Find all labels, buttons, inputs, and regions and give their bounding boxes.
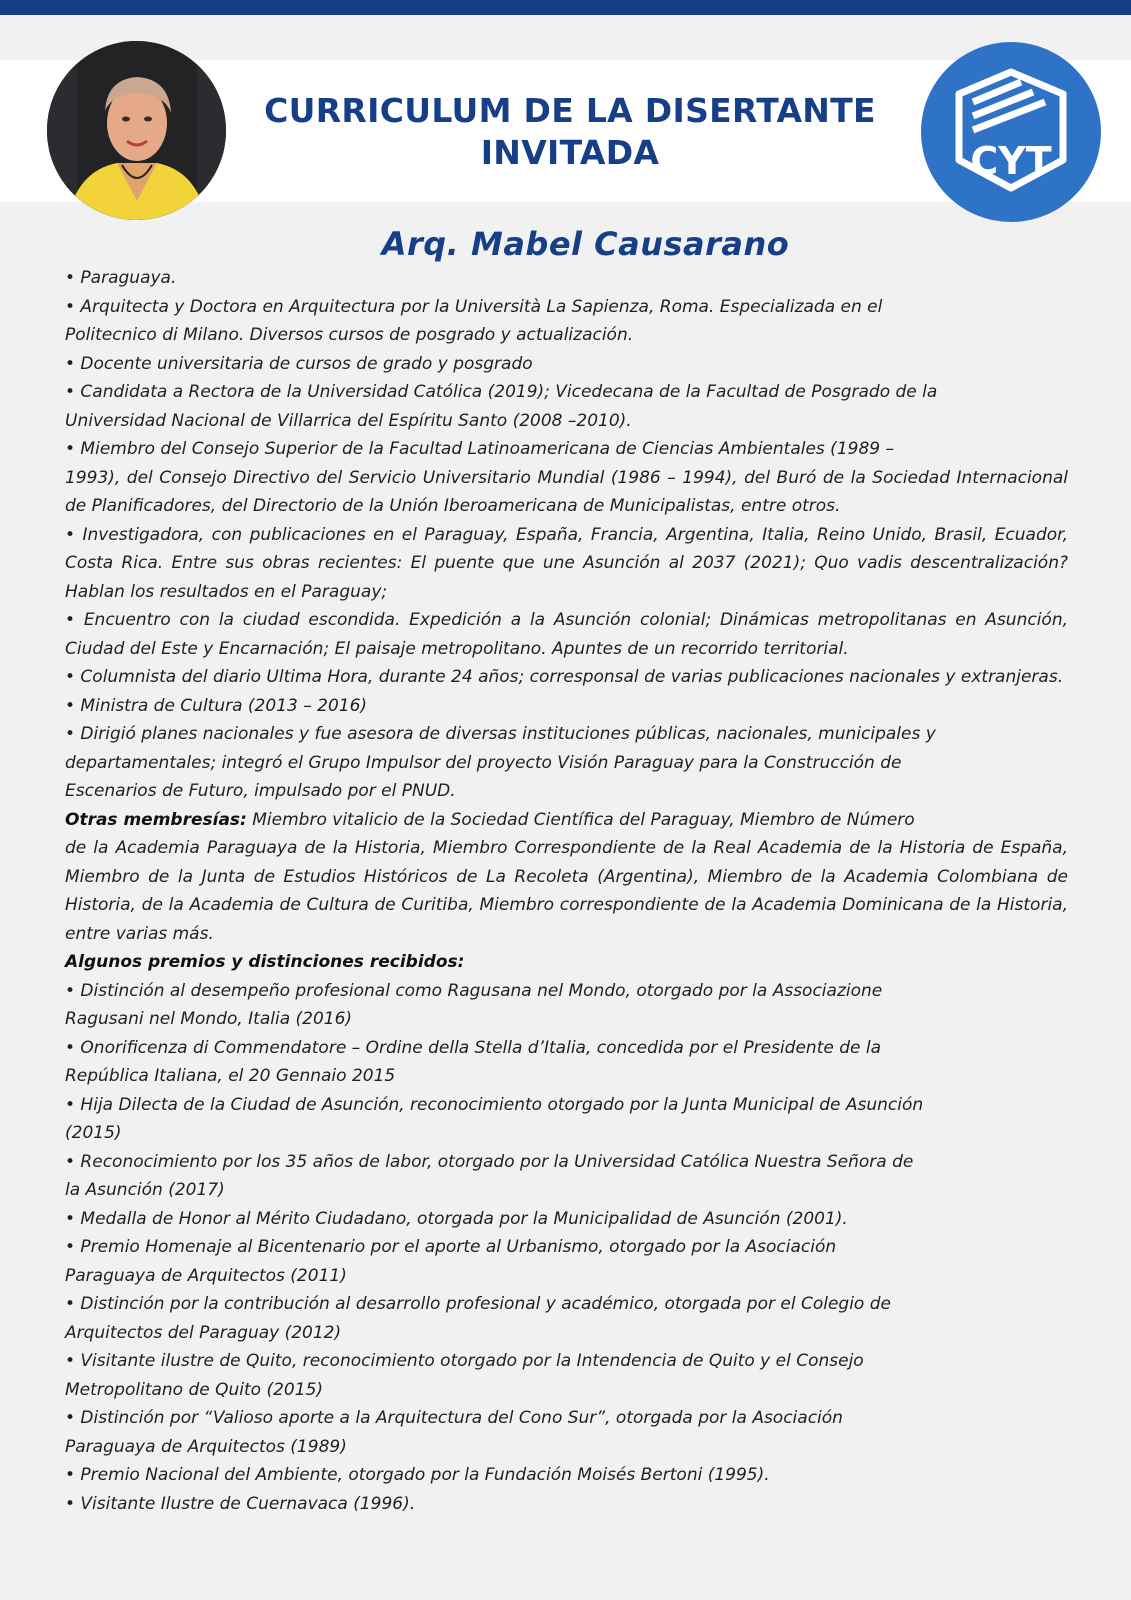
speaker-portrait-icon [47,41,226,220]
award-line: Ragusani nel Mondo, Italia (2016) [65,1009,353,1029]
award-line: (2015) [65,1123,122,1143]
award-line: • Visitante ilustre de Quito, reconocimiento otorgado por la Intendencia de Quito y el Consejo [65,1351,864,1371]
bio-line: • Candidata a Rectora de la Universidad Católica (2019); Vicedecana de la Facultad de Posgrado de la [65,382,938,402]
top-accent-bar [0,0,1131,15]
award-line: Arquitectos del Paraguay (2012) [65,1322,342,1343]
award-line: • Reconocimiento por los 35 años de labor, otorgado por la Universidad Católica Nuestra Señora de [65,1151,914,1172]
bio-line: • Docente universitaria de cursos de grado y posgrado [65,353,533,374]
award-line: • Distinción por “Valioso aporte a la Arquitectura del Cono Sur”, otorgada por la Asociación [65,1408,843,1428]
memberships-label: Otras membresías: [65,809,247,830]
award-line: República Italiana, el 20 Gennaio 2015 [65,1066,396,1086]
bio-line: Politecnico di Milano. Diversos cursos de posgrado y actualización. [65,325,634,345]
bio-paragraph: 1993), del Consejo Directivo del Servicio Universitario Mundial (1986 – 1994), del Buró de la Sociedad Internacional de Planificadores, del Directorio de la Unión Iberoamericana de Municipalistas, entre otros. [65,467,1068,516]
award-line: la Asunción (2017) [65,1180,225,1200]
bio-line: • Ministra de Cultura (2013 – 2016) [65,695,368,716]
bio-paragraph: • Investigadora, con publicaciones en el Paraguay, España, Francia, Argentina, Italia, Reino Unido, Brasil, Ecuador, Costa Rica. Entre sus obras recientes: El puente que une Asunción al 2037 (2021); Quo vadis descentralización? Hablan los resultados en el Paraguay; [65,524,1068,602]
award-line: Paraguaya de Arquitectos (1989) [65,1436,347,1457]
bio-line: Escenarios de Futuro, impulsado por el PNUD. [65,781,456,801]
memberships-line [65,806,1068,835]
award-line: Paraguaya de Arquitectos (2011) [65,1265,347,1286]
bio-line: • Dirigió planes nacionales y fue asesora de diversas instituciones públicas, nacionales, municipales y [65,724,936,744]
cyt-logo-icon [921,42,1101,222]
awards-heading: Algunos premios y distinciones recibidos: [65,952,465,972]
bio-content [65,264,1068,1518]
award-line: • Premio Nacional del Ambiente, otorgado por la Fundación Moisés Bertoni (1995). [65,1465,770,1485]
award-line: • Premio Homenaje al Bicentenario por el aporte al Urbanismo, otorgado por la Asociación [65,1237,837,1257]
memberships-paragraph: de la Academia Paraguaya de la Historia, Miembro Correspondiente de la Real Academia de la Historia de España, Miembro de la Junta de Estudios Históricos de La Recoleta (Argentina), Miembro de la Academia Colombiana de Historia, de la Academia de Cultura de Curitiba, Miembro correspondiente de la Academia Dominicana de la Historia, entre varias más. [65,838,1068,944]
award-line: • Medalla de Honor al Mérito Ciudadano, otorgada por la Municipalidad de Asunción (2001). [65,1208,848,1229]
page-title: CURRICULUM DE LA DISERTANTE INVITADA [264,91,876,172]
bio-line: Universidad Nacional de Villarrica del Espíritu Santo (2008 –2010). [65,410,632,431]
award-line: • Onorificenza di Commendatore – Ordine della Stella d’Italia, concedida por el Presidente de la [65,1037,882,1058]
bio-line: • Arquitecta y Doctora en Arquitectura por la Università La Sapienza, Roma. Especializada en el [65,296,883,317]
logo-text: CYT [970,139,1052,183]
bio-line: • Paraguaya. [65,268,177,288]
bio-paragraph: • Encuentro con la ciudad escondida. Expedición a la Asunción colonial; Dinámicas metropolitanas en Asunción, Ciudad del Este y Encarnación; El paisaje metropolitano. Apuntes de un recorrido territorial. [65,610,1068,659]
bio-line: departamentales; integró el Grupo Impulsor del proyecto Visión Paraguay para la Construcción de [65,752,902,773]
award-line: • Distinción por la contribución al desarrollo profesional y académico, otorgada por el Colegio de [65,1294,891,1314]
memberships-first: Miembro vitalicio de la Sociedad Científica del Paraguay, Miembro de Número [246,809,915,830]
award-line: • Hija Dilecta de la Ciudad de Asunción, reconocimiento otorgado por la Junta Municipal de Asunción [65,1094,924,1115]
bio-line: • Miembro del Consejo Superior de la Facultad Latinoamericana de Ciencias Ambientales (1989 – [65,439,894,459]
cyt-logo [921,42,1101,222]
award-line: • Visitante Ilustre de Cuernavaca (1996). [65,1493,416,1514]
speaker-name: Arq. Mabel Causarano [381,225,790,263]
award-line: Metropolitano de Quito (2015) [65,1379,324,1400]
speaker-photo [47,41,226,220]
award-line: • Distinción al desempeño profesional como Ragusana nel Mondo, otorgado por la Associazione [65,980,883,1001]
bio-paragraph: • Columnista del diario Ultima Hora, durante 24 años; corresponsal de varias publicaciones nacionales y extranjeras. [65,667,1064,687]
